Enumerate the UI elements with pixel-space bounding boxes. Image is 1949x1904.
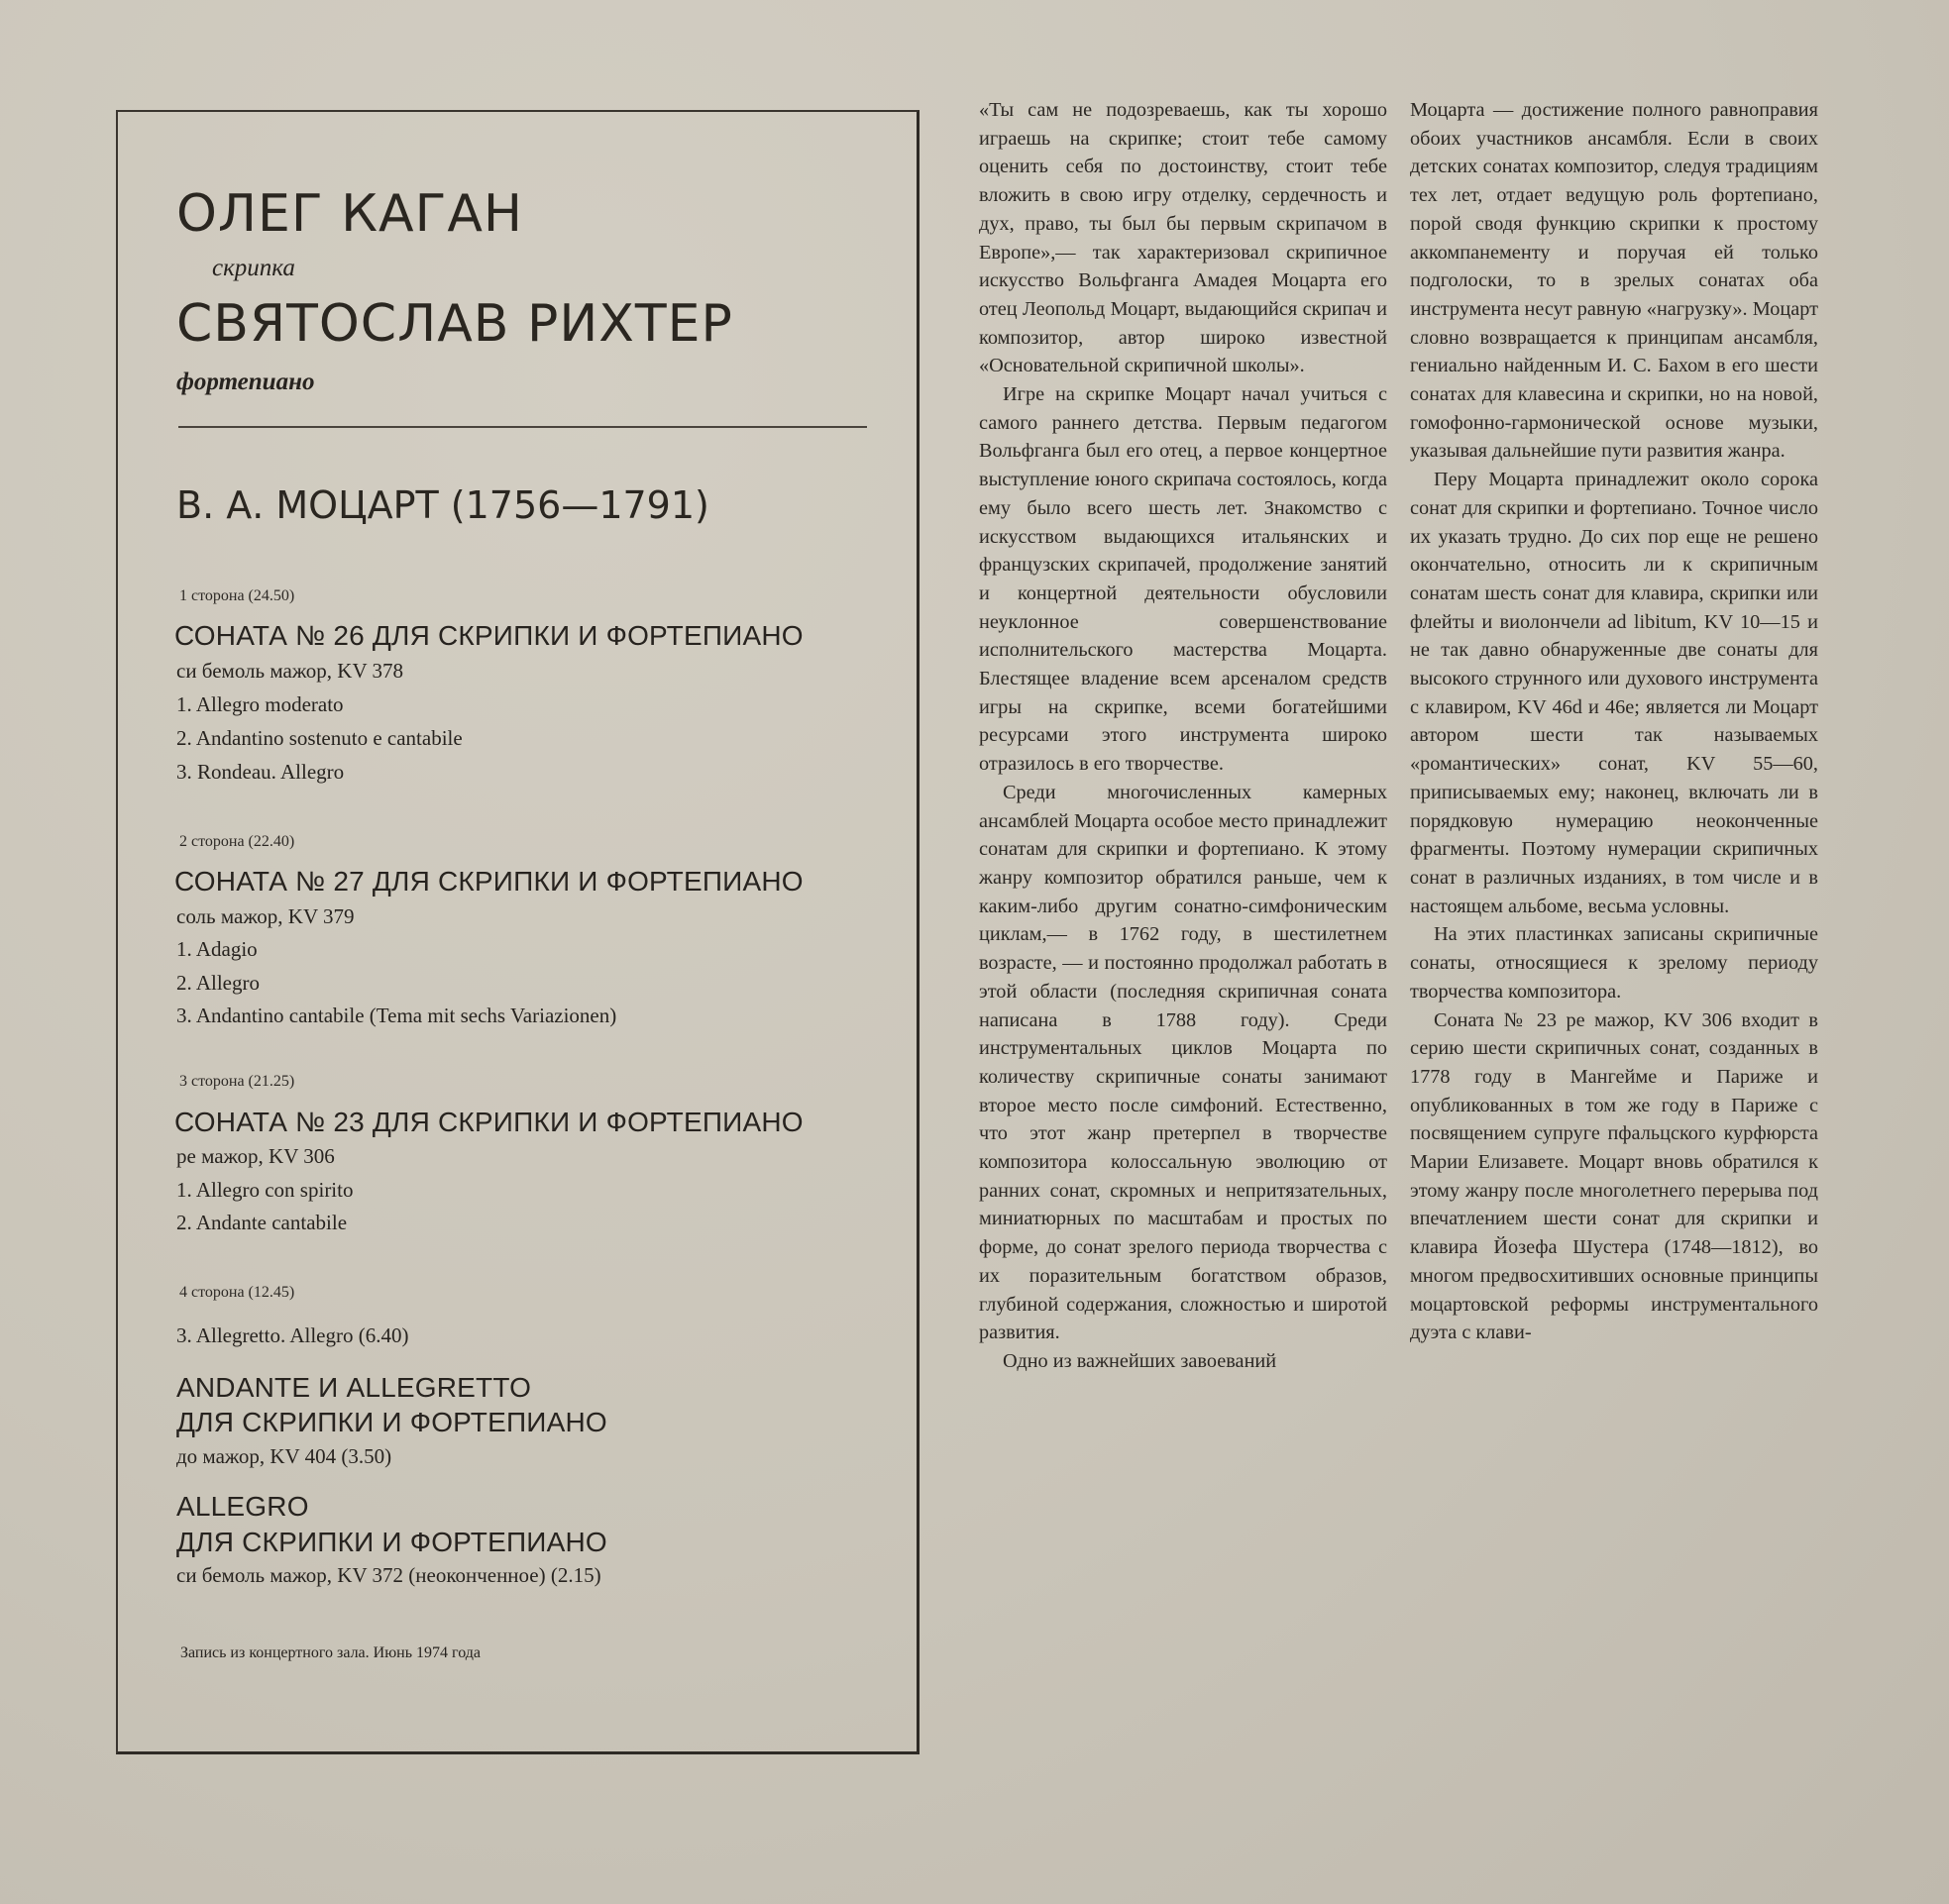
article-paragraph: Перу Моцарта принадлежит около сорока сонат для скрипки и фортепиано. Точное число их указать трудно. До сих пор еще не решено окончательно, относить ли к скрипичным сонатам шесть сонат для клавира, скрипки или флейты и виолончели ad libitum, KV 10—15 и не так давно обнаруженные две сонаты для высокого струнного или духового инструмента с клавиром, KV 46d и 46e; является ли Моцарт автором шести так называемых «романтических» сонат, KV 55—60, приписываемых ему; наконец, включать ли в порядковую нумерацию неоконченные фрагменты. Поэтому нумерации скрипичных сонат в различных изданиях, в том числе и в настоящем альбоме, весьма условны. — [1410, 469, 1818, 917]
article-paragraph: Игре на скрипке Моцарт начал учиться с самого раннего детства. Первым педагогом Вольфганга был его отец, а первое концертное выступление юного скрипача состоялось, когда ему было всего шесть лет. Знакомство с искусством выдающихся итальянских и французских скрипачей, продолжение занятий и концертной деятельности обусловили неуклонное совершенствование исполнительского мастерства Моцарта. Блестящее владение всем арсеналом средств игры на скрипке, всеми богатейшими ресурсами этого инструмента широко отразилось в его творчестве. — [979, 383, 1387, 776]
allegro-subtitle: ДЛЯ СКРИПКИ И ФОРТЕПИАНО — [176, 1527, 607, 1557]
side2-movement: 1. Adagio — [176, 937, 258, 961]
side3-movement: 2. Andante cantabile — [176, 1211, 348, 1234]
side3-label: 3 сторона (21.25) — [179, 1073, 295, 1090]
allegro-title: ALLEGRO — [176, 1491, 309, 1522]
side4-movement: 3. Allegretto. Allegro (6.40) — [176, 1323, 409, 1347]
article-column-2 — [1410, 96, 1818, 1347]
side2-sonata-title: СОНАТА № 27 ДЛЯ СКРИПКИ И ФОРТЕПИАНО — [174, 866, 804, 897]
performer2-role: фортепиано — [176, 369, 315, 395]
side1-key: си бемоль мажор, KV 378 — [176, 659, 404, 683]
andante-allegretto-title: ANDANTE И ALLEGRETTO — [176, 1372, 532, 1403]
allegro-key: си бемоль мажор, KV 372 (неоконченное) (2.15) — [176, 1563, 601, 1587]
side2-movement: 3. Andantino cantabile (Tema mit sechs Variazionen) — [176, 1004, 617, 1027]
side1-label: 1 сторона (24.50) — [179, 587, 295, 604]
side4-label: 4 сторона (12.45) — [179, 1284, 295, 1301]
side3-key: ре мажор, KV 306 — [176, 1144, 335, 1168]
side2-movement: 2. Allegro — [176, 971, 260, 995]
side2-key: соль мажор, KV 379 — [176, 904, 355, 928]
article-paragraph: Моцарта — достижение полного равноправия обоих участников ансамбля. Если в своих детских сонатах композитор, следуя традициям тех лет, отдает ведущую роль фортепиано, порой сводя функцию скрипки к простому аккомпанементу и поручая ей только подголоски, то в зрелых сонатах оба инструмента несут равную «нагрузку». Моцарт словно возвращается к принципам ансамбля, гениально найденным И. С. Бахом в его шести сонатах для клавесина и скрипки, но на новой, гомофонно-гармонической основе музыки, указывая дальнейшие пути развития жанра. — [1410, 99, 1818, 463]
composer-heading: В. А. МОЦАРТ (1756—1791) — [176, 483, 709, 527]
performer1-role: скрипка — [212, 255, 295, 281]
divider-rule — [178, 426, 867, 428]
andante-allegretto-subtitle: ДЛЯ СКРИПКИ И ФОРТЕПИАНО — [176, 1407, 607, 1437]
side1-sonata-title: СОНАТА № 26 ДЛЯ СКРИПКИ И ФОРТЕПИАНО — [174, 620, 804, 651]
article-paragraph: Соната № 23 ре мажор, KV 306 входит в серию шести скрипичных сонат, созданных в 1778 году в Мангейме и Париже и опубликованных в том же году в Париже с посвящением супруге пфальцского курфюрста Марии Елизавете. Моцарт вновь обратился к этому жанру после многолетнего перерыва под впечатлением шести сонат для скрипки и клавира Йозефа Шустера (1748—1812), во многом предвосхитивших основные принципы моцартовской реформы инструментального дуэта с клави- — [1410, 1008, 1818, 1344]
side2-label: 2 сторона (22.40) — [179, 833, 295, 850]
side1-movement: 2. Andantino sostenuto e cantabile — [176, 726, 463, 750]
performer1-name: ОЛЕГ КАГАН — [176, 184, 524, 244]
side3-sonata-title: СОНАТА № 23 ДЛЯ СКРИПКИ И ФОРТЕПИАНО — [174, 1107, 804, 1137]
article-column-1 — [979, 96, 1387, 1376]
andante-allegretto-key: до мажор, KV 404 (3.50) — [176, 1444, 392, 1468]
article-paragraph: «Ты сам не подозреваешь, как ты хорошо играешь на скрипке; стоит тебе самому оценить себя по достоинству, стоит тебе вложить в свою игру отделку, сердечность и дух, право, ты был бы первым скрипачом в Европе»,— так характеризовал скрипичное искусство Вольфганга Амадея Моцарта его отец Леопольд Моцарт, выдающийся скрипач и композитор, автор широко известной «Основательной скрипичной школы». — [979, 99, 1387, 377]
side1-movement: 1. Allegro moderato — [176, 692, 344, 716]
performer2-name: СВЯТОСЛАВ РИХТЕР — [176, 294, 733, 354]
side3-movement: 1. Allegro con spirito — [176, 1178, 354, 1202]
recording-note: Запись из концертного зала. Июнь 1974 года — [180, 1644, 481, 1661]
article-paragraph: Одно из важнейших завоеваний — [1003, 1349, 1277, 1372]
article-paragraph: Среди многочисленных камерных ансамблей Моцарта особое место принадлежит сонатам для скрипки и фортепиано. К этому жанру композитор обратился раньше, чем к каким-либо другим сонатно-симфоническим циклам,— в 1762 году, в шестилетнем возрасте, — и постоянно продолжал работать в этой области (последняя скрипичная соната написана в 1788 году). Среди инструментальных циклов Моцарта по количеству скрипичные сонаты занимают второе место после симфоний. Естественно, что этот жанр претерпел в творчестве композитора колоссальную эволюцию от ранних сонат, скромных и непритязательных, миниатюрных по масштабам и простых по форме, до сонат зрелого периода творчества с их поразительным богатством образов, глубиной содержания, сложностью и широтой развития. — [979, 781, 1387, 1344]
side1-movement: 3. Rondeau. Allegro — [176, 760, 345, 784]
article-paragraph: На этих пластинках записаны скрипичные сонаты, относящиеся к зрелому периоду творчества композитора. — [1410, 923, 1818, 1003]
